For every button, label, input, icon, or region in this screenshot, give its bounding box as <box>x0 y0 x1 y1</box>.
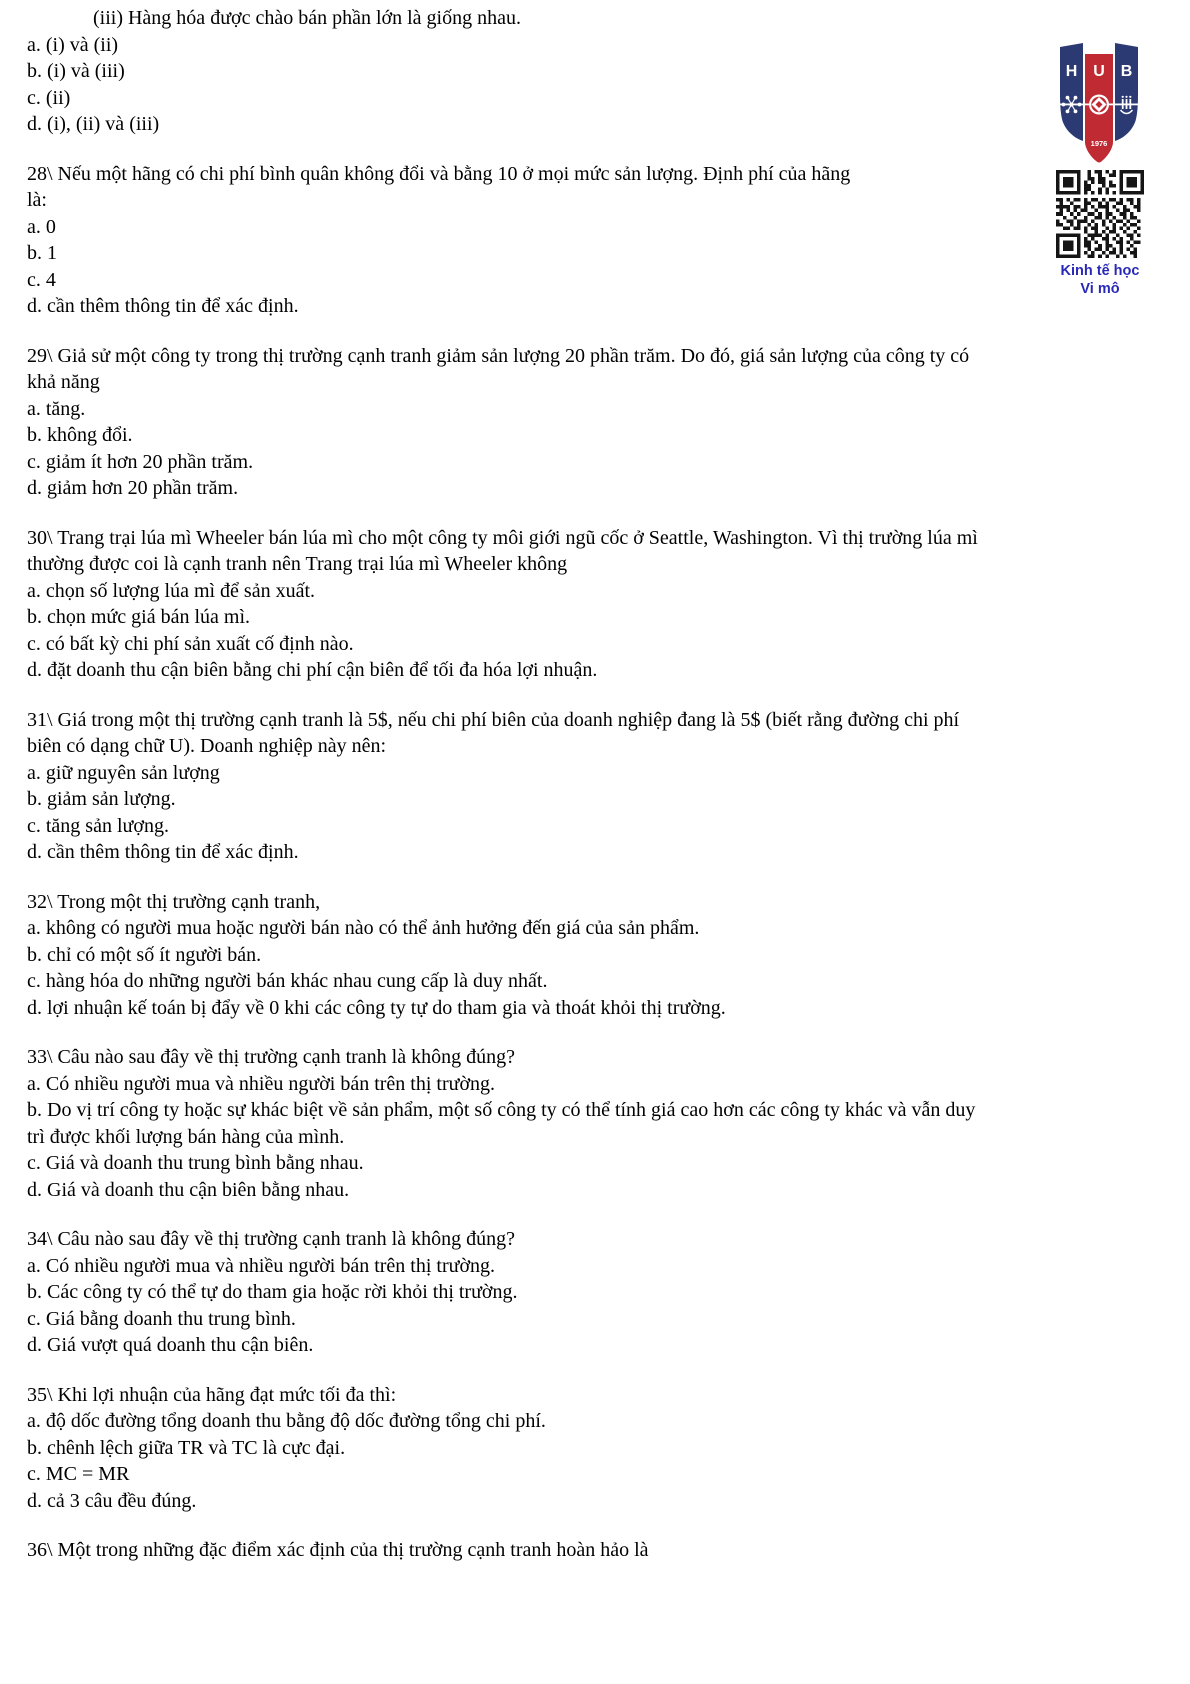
question-29-option-a: a. tăng. <box>27 397 86 420</box>
qr-caption <box>1038 262 1162 298</box>
prev-question-option-d: d. (i), (ii) và (iii) <box>27 113 160 135</box>
question-32-text: 32\ Trong một thị trường cạnh tranh, <box>27 890 321 913</box>
question-30-text: 30\ Trang trại lúa mì Wheeler bán lúa mì cho một công ty môi giới ngũ cốc ở Seattle, Washington. Vì thị trường lúa mì <box>27 526 978 549</box>
question-34-option-b: b. Các công ty có thể tự do tham gia hoặc rời khỏi thị trường. <box>27 1281 518 1303</box>
question-34-block <box>27 1226 1190 1359</box>
question-29-option-b: b. không đổi. <box>27 424 133 446</box>
coin-diamond-emblem-icon <box>1089 95 1109 115</box>
question-28-text-wrap: là: <box>27 189 47 211</box>
question-30-option-d: d. đặt doanh thu cận biên bằng chi phí cận biên để tối đa hóa lợi nhuận. <box>27 659 598 681</box>
question-34-text: 34\ Câu nào sau đây về thị trường cạnh tranh là không đúng? <box>27 1228 515 1250</box>
question-32-option-c: c. hàng hóa do những người bán khác nhau cung cấp là duy nhất. <box>27 970 548 992</box>
question-30-block <box>27 525 1190 684</box>
question-29-block <box>27 343 1190 502</box>
question-33-block <box>27 1044 1190 1203</box>
question-29-option-c: c. giảm ít hơn 20 phần trăm. <box>27 450 254 473</box>
question-31-text-wrap: biên có dạng chữ U). Doanh nghiệp này nên: <box>27 735 387 757</box>
qr-code <box>1056 170 1144 258</box>
question-33-text: 33\ Câu nào sau đây về thị trường cạnh tranh là không đúng? <box>27 1046 515 1068</box>
question-30-text-wrap: thường được coi là cạnh tranh nên Trang trại lúa mì Wheeler không <box>27 553 568 575</box>
prev-question-option-c: c. (ii) <box>27 86 71 109</box>
shield-left-panel <box>1060 43 1083 141</box>
question-36-text: 36\ Một trong những đặc điểm xác định của thị trường cạnh tranh hoàn hảo là <box>27 1539 649 1561</box>
question-32-option-b: b. chỉ có một số ít người bán. <box>27 943 262 966</box>
question-35-option-c: c. MC = MR <box>27 1463 130 1485</box>
question-31-option-b: b. giảm sản lượng. <box>27 788 176 810</box>
question-28-option-a: a. 0 <box>27 215 56 238</box>
question-28-option-b: b. 1 <box>27 242 57 264</box>
question-33-option-b: b. Do vị trí công ty hoặc sự khác biệt về sản phẩm, một số công ty có thể tính giá cao hơn các công ty khác và vẫn duy <box>27 1099 976 1121</box>
logo-year: 1976 <box>1090 139 1108 148</box>
question-29-option-d: d. giảm hơn 20 phần trăm. <box>27 477 239 499</box>
question-35-option-a: a. độ dốc đường tổng doanh thu bằng độ dốc đường tổng chi phí. <box>27 1410 546 1432</box>
question-31-block <box>27 707 1190 866</box>
logo-letter-b: B <box>1120 63 1133 80</box>
question-29-text: 29\ Giả sử một công ty trong thị trường cạnh tranh giảm sản lượng 20 phần trăm. Do đó, giá sản lượng của công ty có <box>27 344 970 367</box>
qr-caption-line-2: Vi mô <box>1080 281 1120 297</box>
question-28-option-c: c. 4 <box>27 268 56 291</box>
question-32-option-a: a. không có người mua hoặc người bán nào có thể ảnh hưởng đến giá của sản phẩm. <box>27 917 700 939</box>
question-33-option-b-wrap: trì được khối lượng bán hàng của mình. <box>27 1125 345 1148</box>
question-28-option-d: d. cần thêm thông tin để xác định. <box>27 295 299 317</box>
hub-logo <box>1057 40 1141 164</box>
question-33-option-a: a. Có nhiều người mua và nhiều người bán trên thị trường. <box>27 1072 496 1095</box>
prev-question-option-a: a. (i) và (ii) <box>27 33 119 56</box>
question-28-block <box>27 161 1190 320</box>
question-28-text: 28\ Nếu một hãng có chi phí bình quân không đổi và bằng 10 ở mọi mức sản lượng. Định phí của hãng <box>27 162 851 185</box>
question-32-block <box>27 889 1190 1022</box>
prev-question-block <box>27 5 1190 138</box>
question-29-text-wrap: khả năng <box>27 371 100 393</box>
question-34-option-d: d. Giá vượt quá doanh thu cận biên. <box>27 1334 314 1356</box>
question-35-option-b: b. chênh lệch giữa TR và TC là cực đại. <box>27 1436 346 1459</box>
question-36-block <box>27 1537 1190 1564</box>
shield-right-panel <box>1115 43 1138 141</box>
logo-letter-u: U <box>1093 63 1105 80</box>
question-30-option-c: c. có bất kỳ chi phí sản xuất cố định nào. <box>27 632 354 655</box>
question-32-option-d: d. lợi nhuận kế toán bị đẩy về 0 khi các công ty tự do tham gia và thoát khỏi thị trường. <box>27 996 726 1019</box>
question-35-text: 35\ Khi lợi nhuận của hãng đạt mức tối đa thì: <box>27 1383 397 1406</box>
logo-letter-h: H <box>1065 63 1078 80</box>
question-30-option-a: a. chọn số lượng lúa mì để sản xuất. <box>27 579 316 602</box>
question-33-option-d: d. Giá và doanh thu cận biên bằng nhau. <box>27 1178 350 1201</box>
question-33-option-c: c. Giá và doanh thu trung bình bằng nhau. <box>27 1152 364 1174</box>
prev-question-option-b: b. (i) và (iii) <box>27 60 125 82</box>
prev-question-statement-iii: (iii) Hàng hóa được chào bán phần lớn là giống nhau. <box>93 7 521 29</box>
question-31-option-c: c. tăng sản lượng. <box>27 814 169 837</box>
question-31-text: 31\ Giá trong một thị trường cạnh tranh là 5$, nếu chi phí biên của doanh nghiệp đang là 5$ (biết rằng đường chi phí <box>27 708 960 731</box>
question-35-option-d: d. cả 3 câu đều đúng. <box>27 1489 197 1512</box>
question-34-option-c: c. Giá bằng doanh thu trung bình. <box>27 1307 296 1330</box>
question-31-option-a: a. giữ nguyên sản lượng <box>27 761 220 784</box>
question-34-option-a: a. Có nhiều người mua và nhiều người bán trên thị trường. <box>27 1254 496 1277</box>
question-35-block <box>27 1382 1190 1515</box>
qr-caption-line-1: Kinh tế học <box>1060 263 1140 279</box>
question-30-option-b: b. chọn mức giá bán lúa mì. <box>27 606 251 628</box>
question-31-option-d: d. cần thêm thông tin để xác định. <box>27 841 299 863</box>
